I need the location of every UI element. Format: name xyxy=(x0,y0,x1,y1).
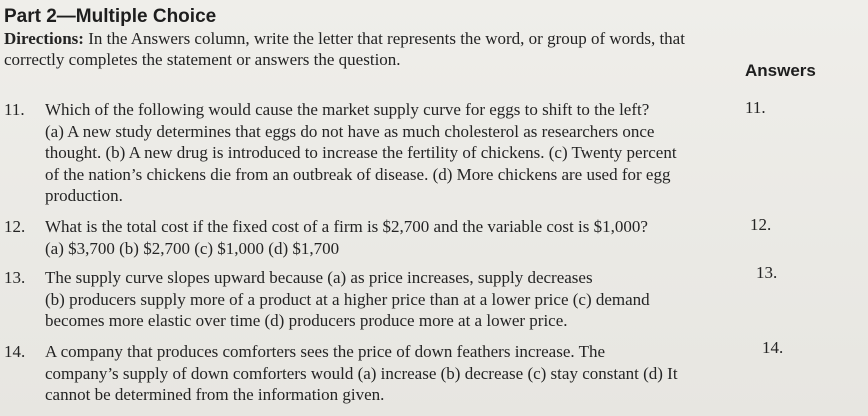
question-line: becomes more elastic over time (d) producers produce more at a lower price. xyxy=(45,311,568,330)
question-11 xyxy=(4,99,734,207)
question-line: cannot be determined from the information given. xyxy=(45,385,385,404)
answer-number-12: 12. xyxy=(750,215,772,234)
question-line: of the nation’s chickens die from an outbreak of disease. (d) More chickens are used for egg xyxy=(45,164,671,184)
question-line xyxy=(4,216,734,238)
directions-line-2: correctly completes the statement or answers the question. xyxy=(4,50,401,69)
directions-text-1: In the Answers column, write the letter that represents the word, or group of words, that xyxy=(83,29,685,48)
question-text: Which of the following would cause the market supply curve for eggs to shift to the left? xyxy=(45,100,650,119)
question-text: What is the total cost if the fixed cost of a firm is $2,700 and the variable cost is $1,000? xyxy=(45,217,648,236)
question-12 xyxy=(4,216,734,259)
answer-number-13: 13. xyxy=(756,263,778,282)
question-number: 12. xyxy=(4,217,26,236)
question-text: A company that produces comforters sees the price of down feathers increase. The xyxy=(45,342,606,361)
answer-number-11: 11. xyxy=(745,98,766,117)
question-line: production. xyxy=(45,186,123,205)
question-number: 14. xyxy=(4,342,26,361)
question-line: company’s supply of down comforters would (a) increase (b) decrease (c) stay constant (d) It xyxy=(45,363,678,383)
answer-number-14: 14. xyxy=(762,338,784,357)
directions-line-1 xyxy=(4,28,734,49)
question-line: thought. (b) A new drug is introduced to increase the fertility of chickens. (c) Twenty percent xyxy=(45,143,677,162)
answers-column-header: Answers xyxy=(745,61,816,80)
question-14 xyxy=(4,341,734,406)
question-13 xyxy=(4,267,734,332)
directions xyxy=(4,28,734,70)
question-line: (a) A new study determines that eggs do not have as much cholesterol as researchers once xyxy=(45,121,655,141)
question-line xyxy=(4,99,734,121)
question-number: 13. xyxy=(4,268,26,287)
directions-label: Directions: xyxy=(4,29,84,48)
question-line xyxy=(4,267,734,289)
question-line xyxy=(4,341,734,363)
question-text: The supply curve slopes upward because (a) as price increases, supply decreases xyxy=(45,268,593,287)
part-title: Part 2—Multiple Choice xyxy=(4,6,217,27)
question-number: 11. xyxy=(4,100,25,119)
question-line: (a) $3,700 (b) $2,700 (c) $1,000 (d) $1,700 xyxy=(45,238,340,258)
question-line: (b) producers supply more of a product at a higher price than at a lower price (c) demand xyxy=(45,289,650,309)
